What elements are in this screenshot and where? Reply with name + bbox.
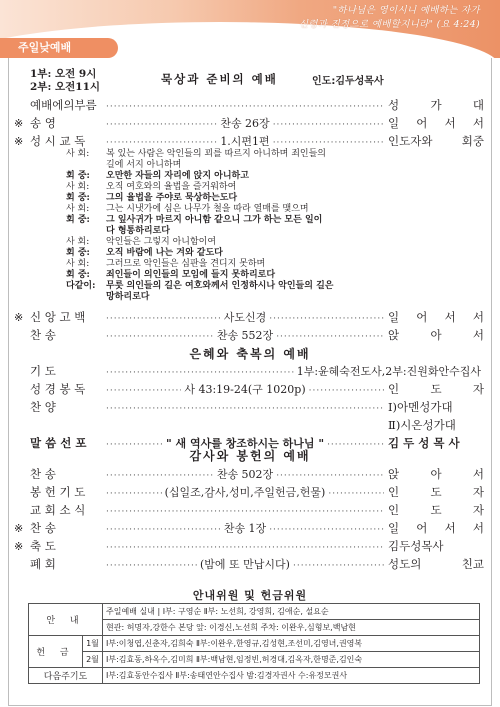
leader-dots bbox=[106, 507, 384, 517]
order-middle bbox=[106, 520, 384, 536]
offering-month-2: 2월 bbox=[83, 652, 103, 668]
verse-line-2: 신령과 진정으로 예배할지니라" (요 4:24) bbox=[298, 19, 480, 30]
committee-row bbox=[29, 636, 480, 652]
order-row bbox=[14, 363, 484, 381]
litany-speaker: 사 회: bbox=[66, 204, 90, 214]
guide-row-1: 주일예배 실내 | Ⅰ부: 구영순 Ⅱ부: 노선희, 강영희, 김애순, 설요순 bbox=[103, 604, 480, 620]
order-label: 축 도 bbox=[30, 539, 56, 553]
order-label: 찬 송 bbox=[30, 328, 56, 342]
committee-row bbox=[29, 604, 480, 620]
order-middle bbox=[106, 484, 384, 500]
leader-dots bbox=[328, 489, 384, 499]
litany-speaker: 사 회: bbox=[66, 237, 90, 247]
leader-dots bbox=[273, 120, 384, 130]
litany-line bbox=[66, 292, 446, 303]
order-content: " 새 역사를 창조하시는 하나님 " bbox=[165, 437, 325, 450]
order-leader: 성 가 대 bbox=[388, 98, 484, 112]
litany-line bbox=[66, 193, 446, 204]
order-leader: 인도자와 회중 bbox=[388, 134, 484, 148]
order-part-1 bbox=[14, 97, 484, 151]
leader-dots bbox=[106, 489, 162, 499]
stand-mark: ※ bbox=[14, 522, 24, 535]
order-middle bbox=[106, 404, 384, 414]
litany-text: 악인들은 그렇지 아니함이여 bbox=[106, 237, 217, 247]
order-label: 송 영 bbox=[30, 116, 56, 130]
order-middle bbox=[106, 327, 384, 343]
order-middle bbox=[106, 507, 384, 517]
order-content: (밤에 또 만납시다) bbox=[200, 558, 290, 571]
guide-label: 안 내 bbox=[29, 604, 103, 636]
service-times bbox=[30, 68, 100, 94]
committee-title: 안내위원 및 헌금위원 bbox=[192, 589, 308, 602]
order-content: 찬송 552장 bbox=[216, 329, 274, 342]
verse-line-1: "하나님은 영이시니 예배하는 자가 bbox=[332, 5, 480, 16]
litany-speaker: 회 중: bbox=[66, 193, 90, 203]
order-leader: 성도의 친교 bbox=[388, 557, 484, 571]
offering-row-1: Ⅰ부:이청엽,신춘자,김희숙 Ⅱ부:이완우,한영규,김성현,조선미,김영녀,권영복 bbox=[103, 636, 480, 652]
litany-speaker: 사 회: bbox=[66, 259, 90, 269]
litany-line bbox=[66, 281, 446, 292]
order-row bbox=[14, 484, 484, 502]
litany-speaker: 사 회: bbox=[66, 182, 90, 192]
order-middle bbox=[106, 363, 484, 379]
litany-speaker: 회 중: bbox=[66, 270, 90, 280]
header-verse bbox=[299, 4, 480, 32]
order-label: 기 도 bbox=[30, 364, 56, 378]
order-label: 말 씀 선 포 bbox=[30, 436, 87, 450]
order-row bbox=[14, 538, 484, 556]
order-label: 봉 헌 기 도 bbox=[30, 485, 86, 499]
order-content: 찬송 26장 bbox=[220, 117, 270, 130]
stand-mark: ※ bbox=[14, 540, 24, 553]
next-prayer-text: Ⅰ부:김효동안수집사 Ⅱ부:송태연안수집사 밤:김경자권사 수:유정모권사 bbox=[103, 668, 480, 684]
order-label: 성 시 교 독 bbox=[30, 134, 86, 148]
litany-line bbox=[66, 160, 446, 171]
order-leader: 인 도 자 bbox=[388, 382, 484, 396]
committee-row bbox=[29, 668, 480, 684]
litany-speaker: 다같이: bbox=[66, 281, 96, 291]
order-row bbox=[14, 466, 484, 484]
order-leader: 인 도 자 bbox=[388, 485, 484, 499]
order-row bbox=[14, 417, 484, 435]
order-row bbox=[14, 115, 484, 133]
order-row bbox=[14, 97, 484, 115]
leader-dots bbox=[106, 138, 217, 148]
leader-dots bbox=[269, 314, 384, 324]
litany-speaker: 사 회: bbox=[66, 149, 90, 159]
order-leader: 일 어 서 서 bbox=[388, 310, 484, 324]
responsive-reading bbox=[66, 149, 446, 303]
litany-text: 다 형통하리로다 bbox=[106, 226, 170, 236]
order-part-2 bbox=[14, 309, 484, 345]
order-leader: 일 어 서 서 bbox=[388, 521, 484, 535]
litany-text: 오직 여호와의 율법을 즐거워하여 bbox=[106, 182, 237, 192]
order-content: 찬송 502장 bbox=[216, 468, 274, 481]
litany-speaker: 회 중: bbox=[66, 248, 90, 258]
order-part-4 bbox=[14, 466, 484, 574]
header-banner bbox=[0, 0, 500, 58]
order-middle bbox=[106, 309, 384, 325]
leader-dots bbox=[106, 561, 197, 571]
litany-text: 오직 바람에 나는 겨와 같도다 bbox=[106, 248, 223, 258]
leader-dots bbox=[293, 561, 384, 571]
litany-text: 그는 시냇가에 심은 나무가 철을 따라 열매를 맺으며 bbox=[106, 204, 309, 214]
committee-table bbox=[28, 603, 480, 684]
order-row bbox=[14, 520, 484, 538]
order-leader: 일 어 서 서 bbox=[388, 116, 484, 130]
leader-dots bbox=[269, 525, 384, 535]
order-content: 1.시편1편 bbox=[220, 135, 270, 148]
leader-dots bbox=[106, 368, 294, 378]
litany-line bbox=[66, 226, 446, 237]
order-label: 신 앙 고 백 bbox=[30, 310, 86, 324]
order-leader: Ⅰ)아멘성가대 bbox=[388, 400, 453, 414]
litany-line bbox=[66, 171, 446, 182]
leader-dots bbox=[106, 543, 384, 553]
litany-speaker: 회 중: bbox=[66, 171, 90, 181]
order-part-3 bbox=[14, 363, 484, 453]
litany-speaker bbox=[66, 226, 106, 237]
offering-month-1: 1월 bbox=[83, 636, 103, 652]
leader-dots bbox=[106, 525, 221, 535]
order-leader: 김두성목사 bbox=[388, 539, 444, 553]
leader-dots bbox=[106, 102, 384, 112]
litany-text: 그의 율법을 주야로 묵상하는도다 bbox=[106, 193, 238, 203]
order-middle bbox=[106, 466, 384, 482]
leader-dots bbox=[106, 386, 181, 396]
order-row bbox=[14, 327, 484, 345]
litany-text: 그러므로 악인들은 심판을 견디지 못하며 bbox=[106, 259, 266, 269]
leader-dots bbox=[106, 332, 214, 342]
order-label: 폐 회 bbox=[30, 557, 56, 571]
stand-mark: ※ bbox=[14, 117, 24, 130]
order-row bbox=[14, 502, 484, 520]
service-title: 묵상과 준비의 예배 bbox=[161, 72, 278, 86]
order-label: 예배에의부름 bbox=[30, 98, 97, 112]
leader-dots bbox=[106, 120, 217, 130]
order-label: 찬 송 bbox=[30, 467, 56, 481]
leader-dots bbox=[309, 386, 384, 396]
order-row bbox=[14, 556, 484, 574]
order-row bbox=[14, 309, 484, 327]
committee-row bbox=[29, 652, 480, 668]
litany-speaker: 회 중: bbox=[66, 215, 90, 225]
litany-line bbox=[66, 215, 446, 226]
order-leader: 앉 아 서 bbox=[388, 467, 484, 481]
order-content: (십일조,감사,성미,주일헌금,헌물) bbox=[164, 486, 326, 499]
service-time-1: 1부: 오전 9시 bbox=[30, 68, 97, 80]
litany-text: 그 잎사귀가 마르지 아니함 같으니 그가 하는 모든 일이 bbox=[106, 215, 323, 225]
litany-text: 복 있는 사람은 악인들의 꾀를 따르지 아니하며 죄인들의 bbox=[106, 149, 326, 159]
litany-text: 죄인들이 의인들의 모임에 들지 못하리로다 bbox=[106, 270, 276, 280]
order-middle bbox=[106, 115, 384, 131]
leader-dots bbox=[106, 404, 384, 414]
order-middle bbox=[106, 102, 384, 112]
litany-speaker bbox=[66, 292, 106, 303]
stand-mark: ※ bbox=[14, 311, 24, 324]
offering-row-2: Ⅰ부:김효동,하옥수,김미희 Ⅱ부:백남현,임정빈,허경대,김옥자,한명준,김인숙 bbox=[103, 652, 480, 668]
service-leader: 인도:김두성목사 bbox=[312, 76, 384, 87]
order-content: 찬송 1장 bbox=[223, 522, 267, 535]
order-middle bbox=[106, 556, 384, 572]
service-time-2: 2부: 오전11시 bbox=[30, 81, 101, 93]
order-middle bbox=[106, 381, 384, 397]
litany-text: 오만한 자들의 자리에 앉지 아니하고 bbox=[106, 171, 249, 181]
order-middle bbox=[106, 422, 384, 432]
order-leader: 앉 아 서 bbox=[388, 328, 484, 342]
litany-line bbox=[66, 248, 446, 259]
guide-row-2: 현관: 허명자,강한수 본당 앞: 이경신,노선희 주차: 이완우,심형보,백남현 bbox=[103, 620, 480, 636]
order-row bbox=[14, 399, 484, 417]
order-middle bbox=[106, 543, 384, 553]
litany-line bbox=[66, 270, 446, 281]
next-prayer-label: 다음주기도 bbox=[29, 668, 103, 684]
offering-label: 헌 금 bbox=[29, 636, 83, 668]
litany-line bbox=[66, 259, 446, 270]
litany-text: 망하리로다 bbox=[106, 292, 150, 302]
order-label: 찬 양 bbox=[30, 400, 56, 414]
order-row bbox=[14, 381, 484, 399]
section-grace-title: 은혜와 축복의 예배 bbox=[189, 347, 311, 361]
section-thanks-title: 감사와 봉헌의 예배 bbox=[189, 449, 311, 463]
order-label: 교 회 소 식 bbox=[30, 503, 86, 517]
order-label: 성 경 봉 독 bbox=[30, 382, 86, 396]
order-leader: 김 두 성 목 사 bbox=[388, 436, 460, 450]
litany-line bbox=[66, 237, 446, 248]
litany-line bbox=[66, 204, 446, 215]
order-content: 사 43:19-24(구 1020p) bbox=[184, 383, 306, 396]
order-leader: 인 도 자 bbox=[388, 503, 484, 517]
litany-line bbox=[66, 182, 446, 193]
litany-line bbox=[66, 149, 446, 160]
leader-dots bbox=[276, 471, 384, 481]
leader-dots bbox=[276, 332, 384, 342]
order-content: 1부:윤혜숙전도사,2부:진원화안수집사 bbox=[296, 365, 481, 378]
order-label: 찬 송 bbox=[30, 521, 56, 535]
order-leader: Ⅱ)시온성가대 bbox=[388, 418, 456, 432]
order-content: 사도신경 bbox=[223, 311, 267, 324]
leader-dots bbox=[273, 138, 384, 148]
leader-dots bbox=[106, 314, 221, 324]
stand-mark: ※ bbox=[14, 135, 24, 148]
order-middle bbox=[106, 133, 384, 149]
litany-speaker bbox=[66, 160, 106, 171]
leader-dots bbox=[106, 471, 214, 481]
litany-text: 무릇 의인들의 길은 여호와께서 인정하시나 악인들의 길은 bbox=[106, 281, 334, 291]
section-tab: 주일낮예배 bbox=[0, 38, 118, 58]
litany-text: 길에 서지 아니하며 bbox=[106, 160, 182, 170]
